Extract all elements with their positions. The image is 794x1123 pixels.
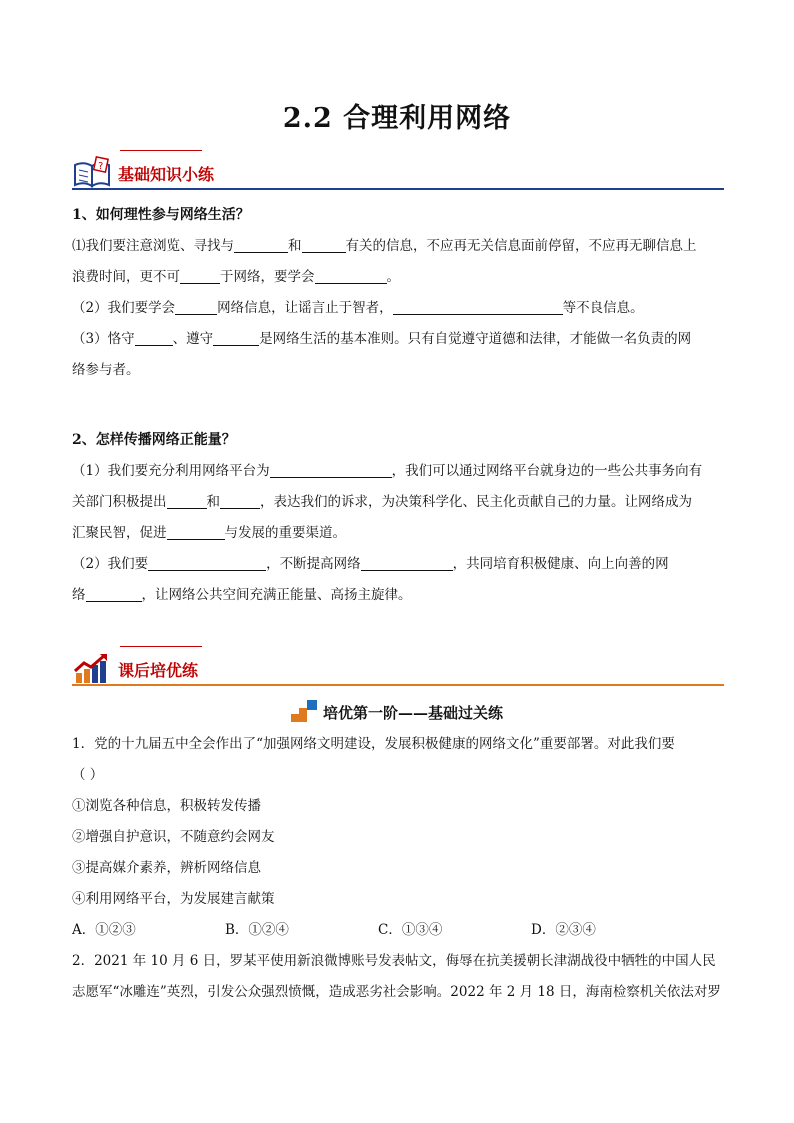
section-header-after-class: [72, 646, 724, 692]
section-label: 课后培优练: [118, 661, 199, 680]
text: 和: [206, 494, 220, 510]
text-line: [72, 487, 724, 518]
fill-blank: [315, 267, 387, 284]
section-label: 基础知识小练: [118, 165, 215, 184]
section-divider: [72, 188, 724, 190]
text: （2）我们要: [72, 556, 149, 572]
text: 网络信息，让谣言止于智者，: [217, 300, 393, 316]
fill-blank: [180, 267, 220, 284]
text-line: [72, 580, 724, 611]
answer-choices: [72, 915, 724, 946]
svg-text:?: ?: [98, 161, 104, 172]
text: 汇聚民智，促进: [72, 525, 167, 541]
answer-paren: （ ）: [72, 767, 104, 783]
question-stem: 1．党的十九届五中全会作出了“加强网络文明建设，发展积极健康的网络文化”重要部署。对此我们要: [72, 736, 675, 752]
fill-blank: [220, 492, 260, 509]
text: 等不良信息。: [562, 300, 644, 316]
sub-heading-text: 培优第一阶——基础过关练: [322, 704, 503, 722]
question-block-2: [72, 425, 724, 611]
text: （1）我们要充分利用网络平台为: [72, 463, 270, 479]
exercise-block-1: [72, 729, 724, 1008]
fill-blank: [213, 329, 259, 346]
text-line: [72, 549, 724, 580]
section-divider: [72, 684, 724, 686]
text-line: [72, 262, 724, 293]
text-line: 络参与者。: [72, 362, 140, 378]
text: 关部门积极提出: [72, 494, 167, 510]
growth-chart-icon: [72, 651, 114, 685]
text: 和: [288, 238, 302, 254]
text: 有关的信息，不应再无关信息面前停留，不应再无聊信息上: [345, 238, 697, 254]
text: ，不断提高网络: [266, 556, 361, 572]
option: ②增强自护意识，不随意约会网友: [72, 829, 275, 845]
fill-blank: [361, 554, 453, 571]
text: （2）我们要学会: [72, 300, 176, 316]
fill-blank: [175, 298, 217, 315]
fill-blank: [148, 554, 266, 571]
text: （3）恪守: [72, 331, 135, 347]
text: 是网络生活的基本准则。只有自觉遵守道德和法律，才能做一名负责的网: [259, 331, 692, 347]
text: ⑴我们要注意浏览、寻找与: [72, 238, 234, 254]
fill-blank: [135, 329, 173, 346]
text: 。: [386, 269, 400, 285]
question-heading: 2、怎样传播网络正能量？: [72, 432, 236, 448]
question-stem: 2．2021 年 10 月 6 日，罗某平使用新浪微博账号发表帖文，侮辱在抗美援朝长津湖战役中牺牲的中国人民: [72, 953, 716, 969]
text: 络: [72, 587, 86, 603]
text: 于网络，要学会: [220, 269, 315, 285]
text-line: [72, 518, 724, 549]
fill-blank: [86, 585, 142, 602]
stairs-icon: [291, 700, 319, 722]
choice-c[interactable]: C．①③④: [378, 922, 443, 938]
text: ，共同培育积极健康、向上向善的网: [452, 556, 669, 572]
fill-blank: [393, 298, 563, 315]
option: ①浏览各种信息，积极转发传播: [72, 798, 261, 814]
option: ④利用网络平台，为发展建言献策: [72, 891, 275, 907]
text: 浪费时间，更不可: [72, 269, 180, 285]
text-line: 志愿军“冰雕连”英烈，引发公众强烈愤慨，造成恶劣社会影响。2022 年 2 月 18 日，海南检察机关依法对罗: [72, 984, 721, 1000]
text: ，让网络公共空间充满正能量、高扬主旋律。: [141, 587, 412, 603]
choice-a[interactable]: A．①②③: [72, 922, 136, 938]
option: ③提高媒介素养，辨析网络信息: [72, 860, 261, 876]
open-book-icon: [72, 155, 114, 189]
text-line: [72, 293, 724, 324]
text-line: [72, 456, 724, 487]
text: ，表达我们的诉求，为决策科学化、民主化贡献自己的力量。让网络成为: [260, 494, 692, 510]
text: 、遵守: [172, 331, 214, 347]
text-line: [72, 231, 724, 262]
text: 与发展的重要渠道。: [224, 525, 346, 541]
fill-blank: [270, 461, 392, 478]
fill-blank: [302, 236, 346, 253]
sub-heading: [0, 700, 794, 723]
header-overline: [120, 150, 202, 151]
page-title: 2.2 合理利用网络: [282, 103, 512, 134]
fill-blank: [167, 492, 207, 509]
question-block-1: [72, 200, 724, 386]
choice-d[interactable]: D．②③④: [531, 922, 596, 938]
choice-b[interactable]: B．①②④: [225, 922, 289, 938]
fill-blank: [167, 523, 225, 540]
text-line: [72, 324, 724, 355]
text: ，我们可以通过网络平台就身边的一些公共事务向有: [391, 463, 703, 479]
question-heading: 1、如何理性参与网络生活？: [72, 207, 250, 223]
section-header-basic-knowledge: [72, 150, 724, 196]
fill-blank: [234, 236, 288, 253]
header-overline: [120, 646, 202, 647]
